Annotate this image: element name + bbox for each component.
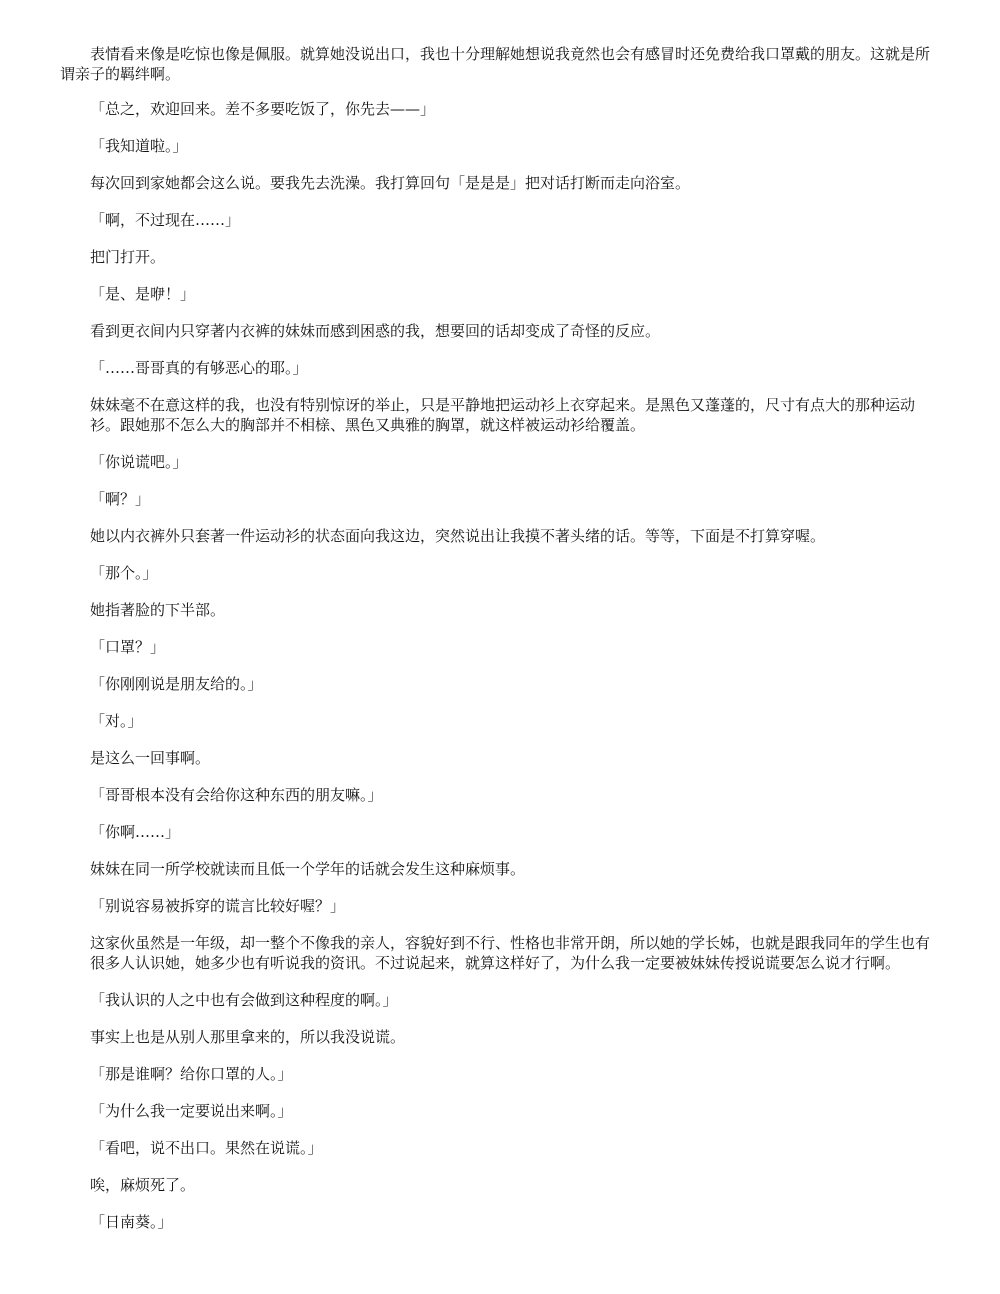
paragraph: 「看吧，说不出口。果然在说谎。」 xyxy=(90,1139,323,1157)
paragraph: 「总之，欢迎回来。差不多要吃饭了，你先去——」 xyxy=(90,100,436,118)
paragraph: 「啊，不过现在……」 xyxy=(90,211,241,229)
paragraph: 「你啊……」 xyxy=(90,823,181,841)
paragraph: 「日南葵。」 xyxy=(90,1213,173,1231)
paragraph: 「你刚刚说是朋友给的。」 xyxy=(90,675,263,693)
paragraph: 「别说容易被拆穿的谎言比较好喔？」 xyxy=(90,897,346,915)
paragraph: 是这么一回事啊。 xyxy=(90,749,211,767)
paragraph: 「对。」 xyxy=(90,712,143,730)
paragraph: 「为什么我一定要说出来啊。」 xyxy=(90,1102,293,1120)
paragraph: 「口罩？」 xyxy=(90,638,166,656)
paragraph: 把门打开。 xyxy=(90,248,166,266)
paragraph: 「哥哥根本没有会给你这种东西的朋友嘛。」 xyxy=(90,786,383,804)
paragraph: 「我认识的人之中也有会做到这种程度的啊。」 xyxy=(90,991,398,1009)
paragraph: 「你说谎吧。」 xyxy=(90,453,188,471)
paragraph: 唉，麻烦死了。 xyxy=(90,1176,196,1194)
paragraph: 「那是谁啊？给你口罩的人。」 xyxy=(90,1065,293,1083)
paragraph: 「是、是咿！」 xyxy=(90,285,196,303)
paragraph: 表情看来像是吃惊也像是佩服。就算她没说出口，我也十分理解她想说我竟然也会有感冒时还免费给我口罩戴的朋友。这就是所谓亲子的羁绊啊。 xyxy=(60,45,931,83)
paragraph: 「啊？」 xyxy=(90,490,151,508)
paragraph: 每次回到家她都会这么说。要我先去洗澡。我打算回句「是是是」把对话打断而走向浴室。 xyxy=(90,174,691,192)
paragraph: 妹妹毫不在意这样的我，也没有特别惊讶的举止，只是平静地把运动衫上衣穿起来。是黑色又蓬蓬的，尺寸有点大的那种运动衫。跟她那不怎么大的胸部并不相榇、黑色又典雅的胸罩，就这样被运动衫给覆盖。 xyxy=(90,396,916,434)
paragraph: 「……哥哥真的有够恶心的耶。」 xyxy=(90,359,308,377)
paragraph: 事实上也是从别人那里拿来的，所以我没说谎。 xyxy=(90,1028,406,1046)
paragraph: 她以内衣裤外只套著一件运动衫的状态面向我这边，突然说出让我摸不著头绪的话。等等，下面是不打算穿喔。 xyxy=(90,527,826,545)
paragraph: 她指著脸的下半部。 xyxy=(90,601,226,619)
paragraph: 「那个。」 xyxy=(90,564,158,582)
paragraph: 妹妹在同一所学校就读而且低一个学年的话就会发生这种麻烦事。 xyxy=(90,860,526,878)
paragraph: 看到更衣间内只穿著内衣裤的妹妹而感到困惑的我，想要回的话却变成了奇怪的反应。 xyxy=(90,322,661,340)
paragraph: 这家伙虽然是一年级，却一整个不像我的亲人，容貌好到不行、性格也非常开朗，所以她的学长姊，也就是跟我同年的学生也有很多人认识她，她多少也有听说我的资讯。不过说起来，就算这样好了，为什么我一定要被妹妹传授说谎要怎么说才行啊。 xyxy=(90,934,931,972)
paragraph: 「我知道啦。」 xyxy=(90,137,188,155)
